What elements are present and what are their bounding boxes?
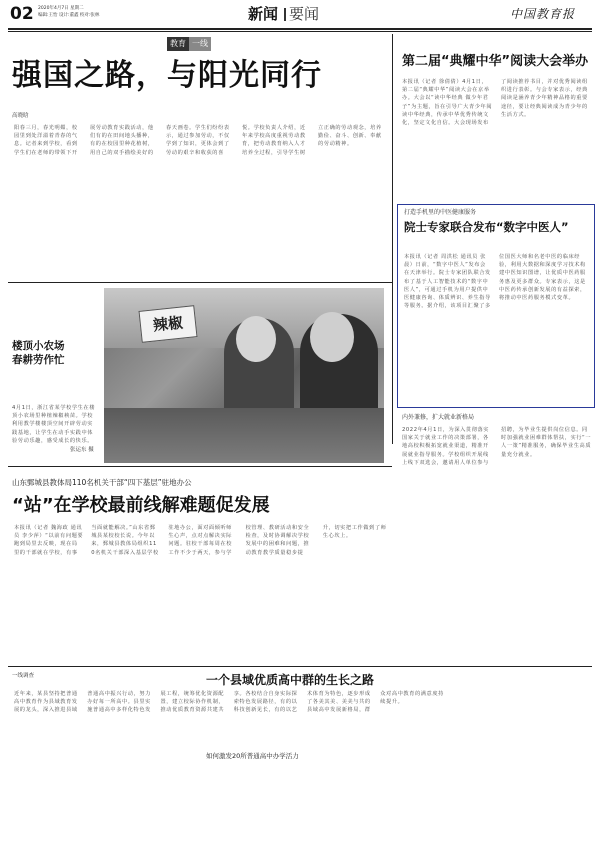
top-story-body: 阳春三月，春光明媚，校园里到处洋溢着青春的气息。记者来到学校，看到学生们在老师的带领下开展劳动教育实践活动，他们有的在田间地头播种，有的在校园里种花植树，用自己的双手描绘美好的春天画卷。学生们纷纷表示，通过参加劳动，不仅学到了知识，更体会到了劳动的艰辛和收获的喜悦。学校负责人介绍，近年来学校高度重视劳动教育，把劳动教育纳入人才培养全过程，引导学生树立正确的劳动观念，培养勤俭、奋斗、创新、奉献的劳动精神。 <box>14 125 382 156</box>
farm-photographer: 张运东 摄 <box>70 447 94 453</box>
masthead-rule-thin <box>8 31 592 32</box>
county-kicker: 一线调查 <box>12 673 35 679</box>
station-headline: “站”在学校最前线解难题促发展 <box>12 495 270 516</box>
page-number: 02 <box>10 4 34 24</box>
paper-name: 中国教育报 <box>510 7 576 21</box>
band-rule <box>8 282 392 283</box>
badge-left: 教育 <box>167 37 189 51</box>
boxed-headline: 院士专家联合发布“数字中医人” <box>404 220 569 234</box>
mid-rule <box>8 466 392 467</box>
county-headline: 一个县域优质高中群的生长之路 <box>206 673 375 687</box>
boxed-story <box>397 204 595 408</box>
section-main: 新闻 <box>248 5 279 23</box>
date-line: 2020年4月7日 星期二 <box>38 6 84 11</box>
photo-sign <box>138 305 197 343</box>
masthead-rule <box>8 28 592 30</box>
photo-plants <box>104 408 384 463</box>
boxed-body: 本报讯（记者 周洪松 通讯员 张晨）日前，“数字中医人”发布会在天津举行。院士专家团队联合发布了基于人工智能技术的“数字中医人”，可通过手机为用户提供中医健康咨询、体质辨识、养生指导等服务。据介绍，该项目汇聚了多位国医大师和名老中医的临床经验，利用大数据和深度学习技术构建中医知识图谱，让优质中医药服务惠及更多群众。专家表示，这是中医药传承创新发展的有益探索，将推动中医药服务模式变革。 <box>404 254 586 310</box>
side-body: 2022年4月1日，为深入贯彻落实国家关于就业工作的决策部署，各地高校积极拓宽就业渠道，精准开展就业指导服务。学校组织开展线上线下双选会，邀请用人单位参与招聘，为毕业生提供岗位信息。同时加强就业困难群体帮扶，实行“一人一策”精准服务，确保毕业生高质量充分就业。 <box>402 427 592 466</box>
col-divider <box>392 34 393 444</box>
farm-caption: 4月1日，浙江省某学校学生在楼顶小农场里种植辣椒秧苗。学校利用教学楼楼顶空间开辟劳动实践基地，让学生在动手实践中体验劳动乐趣，感受成长的快乐。 <box>12 405 96 444</box>
farm-headline-1: 楼顶小农场 <box>12 340 65 352</box>
side-kicker: 内外兼修，扩大就业新格局 <box>402 414 475 421</box>
top-story-byline: 高晓晗 <box>12 113 29 119</box>
photo-face-right <box>310 312 354 362</box>
sign-text: 辣椒 <box>152 313 184 335</box>
reading-story-body: 本报讯（记者 徐倩倩）4月1日，第二届“典耀中华”阅读大会在京举办。大会以“读中华经典 做少年君子”为主题，旨在引导广大青少年阅读中华经典，传承中华优秀传统文化，坚定文化自信。大会现场发布了阅读推荐书目，并对优秀阅读组织进行表彰。与会专家表示，经典阅读是涵养青少年精神品格的重要途径，要让经典阅读成为青少年的生活方式。 <box>402 79 588 127</box>
masthead <box>10 4 592 30</box>
farm-headline-2: 春耕劳作忙 <box>12 354 65 366</box>
station-kicker: 山东鄄城县教体局110名机关干部“四下基层”驻地办公 <box>12 478 192 487</box>
photo-face-left <box>236 316 276 362</box>
lower-rule <box>8 666 592 667</box>
top-story-headline: 强国之路，与阳光同行 <box>12 58 322 93</box>
reading-story-headline: 第二届“典耀中华”阅读大会举办 <box>402 54 589 69</box>
section-sub: 要闻 <box>289 5 320 23</box>
station-body: 本报讯（记者 魏海政 通讯员 李少萍）“以前有问题要跑到局里去反映，现在局里的干部就在学校，有事当面就能解决。”山东省鄄城县某校校长说。今年以来，鄄城县教体局组织110名机关干部深入基层学校驻地办公，面对面倾听师生心声，点对点解决实际问题。驻校干部每周在校工作不少于两天，参与学校管理、教研活动和安全检查，及时协调解决学校发展中的困难和问题，推动教育教学质量稳步提升，切实把工作做到了师生心坎上。 <box>14 525 387 556</box>
top-story-badge <box>167 37 211 51</box>
county-body: 近年来，某县坚持把普通高中教育作为县域教育发展的龙头，深入推进县域普通高中振兴行动，努力办好每一所高中。县里实施普通高中多样化特色发展工程，统筹优化资源配置，建立校际协作机制，推动优质教育资源共建共享。各校结合自身实际探索特色发展路径，有的以科技创新见长，有的以艺术体育为特色，逐步形成了各美其美、美美与共的县域高中发展新格局，群众对高中教育的满意度持续提升。 <box>14 691 444 714</box>
section-divider <box>284 8 286 21</box>
badge-right: 一线 <box>189 37 211 51</box>
date-line-2: 编辑:王怡 设计:董鑫 校对:张林 <box>38 13 100 18</box>
farm-photo <box>104 288 384 463</box>
county-sub: 如何激发20所普通高中办学活力 <box>206 752 299 760</box>
boxed-kicker: 打造手机里的中医健康服务 <box>404 209 477 216</box>
